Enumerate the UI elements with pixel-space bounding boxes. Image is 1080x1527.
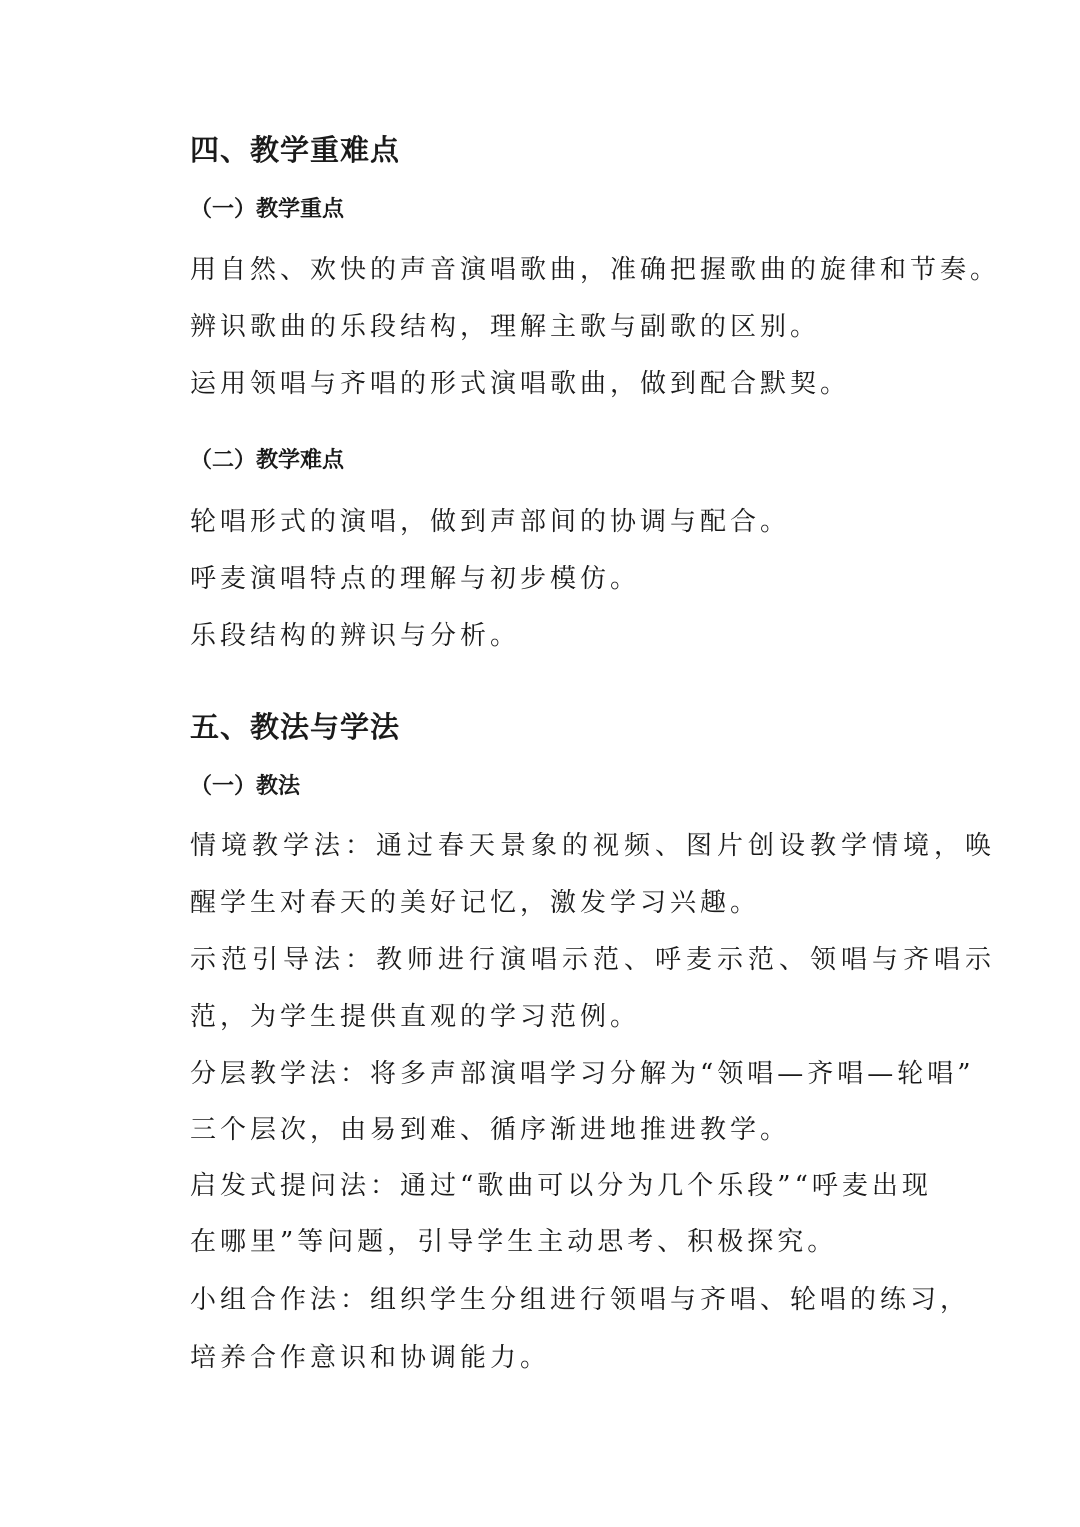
paragraph-line: 运用领唱与齐唱的形式演唱歌曲，做到配合默契。 — [190, 369, 851, 399]
paragraph-line: 三个层次，由易到难、循序渐进地推进教学。 — [190, 1115, 791, 1145]
paragraph-line: 辨识歌曲的乐段结构，理解主歌与副歌的区别。 — [190, 312, 821, 342]
section-4-sub2-heading: （二）教学难点 — [190, 448, 345, 473]
paragraph-line: 范，为学生提供直观的学习范例。 — [190, 1002, 641, 1032]
section-5-heading: 五、教法与学法 — [190, 710, 401, 744]
paragraph-line: 分层教学法：将多声部演唱学习分解为“领唱—齐唱—轮唱” — [190, 1059, 975, 1089]
section-5-sub1-heading: （一）教法 — [190, 774, 301, 799]
section-4-heading: 四、教学重难点 — [190, 133, 401, 167]
paragraph-line: 培养合作意识和协调能力。 — [190, 1343, 551, 1373]
section-4-sub1-heading: （一）教学重点 — [190, 197, 345, 222]
paragraph-line: 示范引导法：教师进行演唱示范、呼麦示范、领唱与齐唱示 — [190, 945, 997, 975]
paragraph-line: 醒学生对春天的美好记忆，激发学习兴趣。 — [190, 888, 761, 918]
paragraph-line: 情境教学法：通过春天景象的视频、图片创设教学情境，唤 — [190, 831, 997, 861]
paragraph-line: 轮唱形式的演唱，做到声部间的协调与配合。 — [190, 507, 791, 537]
paragraph-line: 小组合作法：组织学生分组进行领唱与齐唱、轮唱的练习， — [190, 1285, 971, 1315]
paragraph-line: 乐段结构的辨识与分析。 — [190, 621, 521, 651]
paragraph-line: 用自然、欢快的声音演唱歌曲，准确把握歌曲的旋律和节奏。 — [190, 255, 1001, 285]
paragraph-line: 启发式提问法：通过“歌曲可以分为几个乐段”“呼麦出现 — [190, 1171, 932, 1201]
paragraph-line: 在哪里”等问题，引导学生主动思考、积极探究。 — [190, 1227, 838, 1257]
paragraph-line: 呼麦演唱特点的理解与初步模仿。 — [190, 564, 641, 594]
